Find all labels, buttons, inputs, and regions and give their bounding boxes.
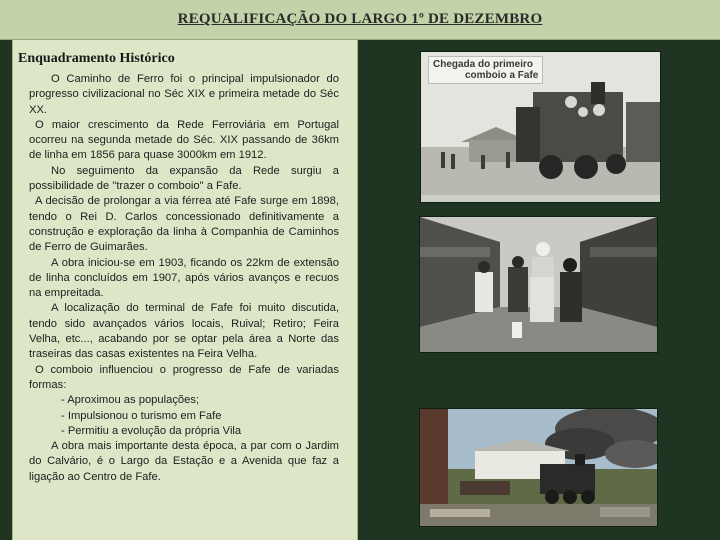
paragraph: A obra mais importante desta época, a par com o Jardim do Calvário, é o Largo da Estação e a Avenida que faz a ligação ao Centro de Fafe. <box>29 440 339 483</box>
paragraph: A obra iniciou-se em 1903, ficando os 22km de extensão de linha concluídos em 1907, após vários avanços e recuos na empreitada. <box>29 256 339 300</box>
paragraph: O maior crescimento da Rede Ferroviária em Portugal ocorreu na segunda metade do Séc. XIX passando de 36km de linha em 1856 para quase 3000km em 1912. <box>29 118 339 162</box>
page-title: REQUALIFICAÇÃO DO LARGO 1º DE DEZEMBRO <box>177 11 543 27</box>
photo-steam-train-image <box>420 409 657 526</box>
paragraph: A decisão de prolongar a via férrea até Fafe surge em 1898, tendo o Rei D. Carlos concessionado definitivamente a construção e exploração da linha à Companhia de Caminhos de Ferro de Guimarães. <box>29 195 339 254</box>
photo-caption-line1: Chegada do primeiro <box>433 59 534 70</box>
title-bar <box>0 0 720 40</box>
photo-caption <box>428 56 543 84</box>
paragraph: O comboio influenciou o progresso de Fafe de variadas formas: <box>29 363 339 391</box>
photo-station-platform-image <box>420 217 657 352</box>
photo-caption-line2: comboio a Fafe <box>465 70 539 81</box>
photo-station-platform <box>419 216 658 353</box>
bullet-item: - Permitiu a evolução da própria Vila <box>61 424 242 437</box>
photo-steam-train <box>419 408 658 527</box>
section-title: Enquadramento Histórico <box>18 51 175 66</box>
bullet-item: - Aproximou as populações; <box>61 394 200 407</box>
paragraph: No seguimento da expansão da Rede surgiu a possibilidade de "trazer o comboio" a Fafe. <box>29 164 339 193</box>
bullet-item: - Impulsionou o turismo em Fafe <box>61 409 222 422</box>
paragraph: A localização do terminal de Fafe foi muito discutida, tendo sido avançados vários locais, Ruival; Retiro; Feira Velha, etc..., acabando por se optar pela área a Norte das traseiras das casas existentes na Feira Velha. <box>29 302 339 361</box>
photo-first-train-arrival <box>420 51 661 203</box>
body-text <box>29 72 339 485</box>
paragraph: O Caminho de Ferro foi o principal impulsionador do progresso civilizacional no Séc XIX e primeira metade do Séc XX. <box>29 73 339 116</box>
